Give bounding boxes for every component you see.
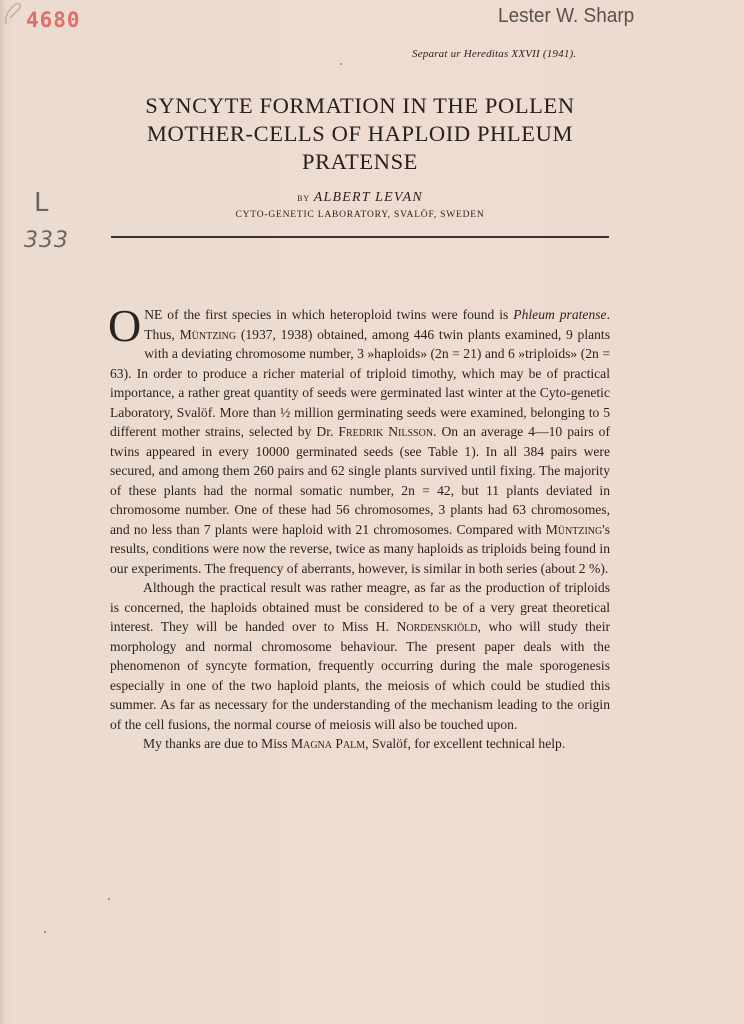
body-text bbox=[108, 300, 610, 754]
paragraph-intro bbox=[108, 300, 610, 578]
byline bbox=[100, 190, 620, 206]
paragraph-acknowledgement bbox=[110, 734, 610, 754]
author-name: ALBERT LEVAN bbox=[313, 190, 423, 205]
paragraph-aims bbox=[110, 578, 610, 734]
cited-person: Nordenskiöld bbox=[396, 619, 478, 634]
text-run: , Svalöf, for excellent technical help. bbox=[365, 736, 566, 751]
catalog-stamp-number: 4680 bbox=[26, 8, 81, 32]
cited-author: Müntzing bbox=[179, 326, 237, 342]
paper-speck bbox=[340, 63, 342, 65]
author-affiliation: CYTO-GENETIC LABORATORY, SVALÖF, SWEDEN bbox=[235, 210, 485, 220]
byline-by: by bbox=[297, 190, 311, 204]
species-name: Phleum pratense bbox=[513, 307, 607, 322]
title-line: SYNCYTE FORMATION IN THE POLLEN bbox=[145, 93, 575, 118]
cited-person: Magna Palm bbox=[291, 736, 366, 751]
offprint-source-note: Separat ur Hereditas XXVII (1941). bbox=[412, 48, 577, 60]
handwritten-letter: L bbox=[34, 188, 49, 218]
paperclip-mark-icon bbox=[2, 0, 24, 26]
text-run: NE of the first species in which heteroploid twins were found is bbox=[144, 307, 514, 322]
owner-name-stamp: Lester W. Sharp bbox=[498, 5, 635, 27]
handwritten-number: 333 bbox=[24, 228, 69, 253]
paper-speck bbox=[108, 898, 110, 900]
paper-title bbox=[100, 92, 620, 176]
paper-speck bbox=[44, 931, 46, 933]
page-edge bbox=[0, 0, 6, 1024]
text-run: . Thus, bbox=[144, 307, 610, 342]
text-run: (1937, 1938) obtained, among 446 twin plants examined, 9 plants with a deviating chromosome number, 3 »haploids» (2n = 21) and 6 »triploids» (2n = 63). In order to produce a richer material of triploid timothy, which may be of practical importance, a rather great quantity of seeds were germinated last winter at the Cyto-genetic Laboratory, Svalöf. More than ½ million germinating seeds were examined, belonging to 5 different mother strains, selected by Dr. bbox=[110, 326, 610, 439]
text-run: , who will study their morphology and normal chromosome behaviour. The present paper deals with the phenomenon of syncyte formation, frequently occurring during the male sporogenesis especially in one of the two haploid plants, the meiosis of which could be studied this summer. As far as necessary for the understanding of the mechanism leading to the origin of the cell fusions, the normal course of meiosis will also be touched upon. bbox=[110, 619, 610, 732]
cited-person: Fredrik Nilsson bbox=[338, 424, 434, 439]
title-line: MOTHER-CELLS OF HAPLOID PHLEUM bbox=[146, 121, 574, 146]
drop-cap: O bbox=[108, 300, 142, 351]
text-run: My thanks are due to Miss bbox=[143, 736, 292, 751]
text-run: 's results, conditions were now the reverse, twice as many haploids as triploids being found in our experiments. The frequency of aberrants, however, is similar in both series (about 2 %). bbox=[110, 521, 610, 576]
cited-author: Müntzing bbox=[545, 521, 603, 537]
title-line: PRATENSE bbox=[301, 149, 419, 174]
text-run: Although the practical result was rather meagre, as far as the production of triploids is concerned, the haploids obtained must be considered to be of a very great theoretical interest. They will be handed over to Miss H. bbox=[110, 580, 610, 634]
text-run: . On an average 4—10 pairs of twins appeared in every 10000 germinated seeds (see Table 1). In all 384 pairs were secured, and among them 260 pairs and 62 single plants survived until fixing. The majority of these plants had the normal somatic number, 2n = 42, but 11 plants deviated in chromosome number. One of these had 56 chromosomes, 3 plants had 63 chromosomes, and no less than 7 plants were haploid with 21 chromosomes. Compared with bbox=[110, 424, 610, 537]
header-divider bbox=[111, 236, 609, 238]
